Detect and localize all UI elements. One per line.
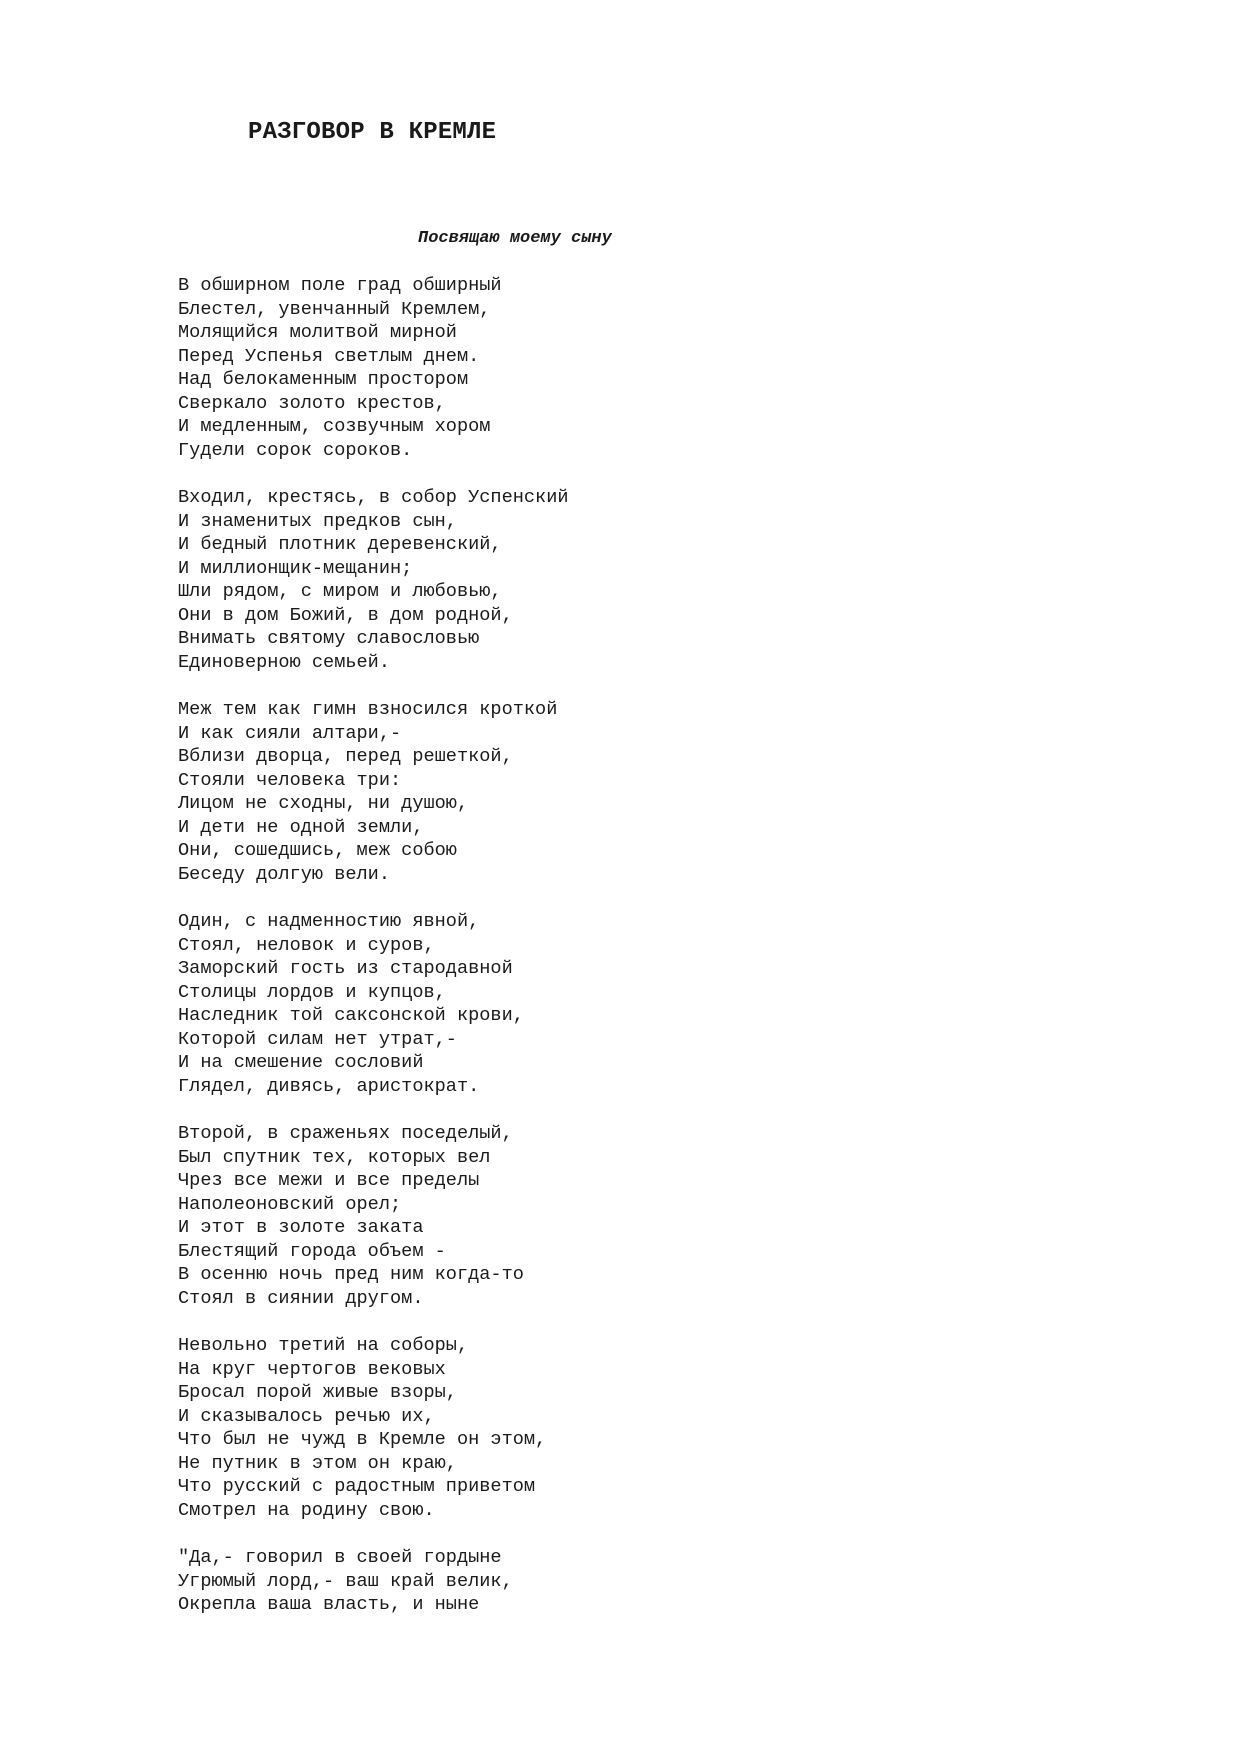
poem-line: Чрез все межи и все пределы bbox=[178, 1170, 480, 1192]
poem-line: Перед Успенья светлым днем. bbox=[178, 345, 480, 367]
poem-line: И этот в золоте заката bbox=[178, 1217, 424, 1239]
poem-line: В обширном поле град обширный bbox=[178, 275, 502, 296]
poem-line: Глядел, дивясь, аристократ. bbox=[178, 1075, 480, 1097]
poem-line: И как сияли алтари,- bbox=[178, 722, 402, 744]
poem-line: Угрюмый лорд,- ваш край велик, bbox=[178, 1570, 513, 1592]
poem-line: Молящийся молитвой мирной bbox=[178, 322, 457, 344]
poem-line: На круг чертогов вековых bbox=[178, 1358, 446, 1380]
poem-line: Которой силам нет утрат,- bbox=[178, 1028, 457, 1050]
poem-line: И медленным, созвучным хором bbox=[178, 416, 491, 438]
stanza bbox=[178, 1122, 1078, 1311]
dedication: Посвящаю моему сыну bbox=[418, 229, 612, 248]
poem-line: Внимать святому славословью bbox=[178, 628, 480, 650]
poem-line: Был спутник тех, которых вел bbox=[178, 1146, 491, 1168]
poem-title: РАЗГОВОР В КРЕМЛЕ bbox=[248, 119, 497, 146]
poem-line: Меж тем как гимн взносился кроткой bbox=[178, 699, 558, 720]
poem-line: И миллионщик-мещанин; bbox=[178, 557, 413, 579]
poem-line: Стоял в сиянии другом. bbox=[178, 1287, 424, 1309]
poem-line: Над белокаменным простором bbox=[178, 369, 469, 391]
stanza bbox=[178, 1334, 1078, 1523]
poem-line: Что русский с радостным приветом bbox=[178, 1476, 536, 1498]
poem-line: Окрепла ваша власть, и ныне bbox=[178, 1594, 480, 1616]
stanza bbox=[178, 486, 1078, 675]
stanza bbox=[178, 910, 1078, 1099]
poem-line: Стояли человека три: bbox=[178, 769, 402, 791]
poem-line: Они, сошедшись, меж собою bbox=[178, 840, 457, 862]
poem-line: И знаменитых предков сын, bbox=[178, 510, 457, 532]
poem-line: Стоял, неловок и суров, bbox=[178, 934, 435, 956]
poem-line: Они в дом Божий, в дом родной, bbox=[178, 604, 513, 626]
poem-line: Не путник в этом он краю, bbox=[178, 1452, 457, 1474]
poem-line: И сказывалось речью их, bbox=[178, 1405, 435, 1427]
poem-line: Заморский гость из стародавной bbox=[178, 958, 513, 980]
poem-line: Второй, в сраженьях поседелый, bbox=[178, 1123, 513, 1144]
poem-line: "Да,- говорил в своей гордыне bbox=[178, 1547, 502, 1568]
poem-line: Блестел, увенчанный Кремлем, bbox=[178, 298, 491, 320]
poem-line: Входил, крестясь, в собор Успенский bbox=[178, 487, 569, 508]
stanza bbox=[178, 274, 1078, 463]
poem-line: Невольно третий на соборы, bbox=[178, 1335, 469, 1356]
poem-line: Вблизи дворца, перед решеткой, bbox=[178, 746, 513, 768]
poem-line: Один, с надменностию явной, bbox=[178, 911, 480, 932]
poem-line: Наследник той саксонской крови, bbox=[178, 1005, 524, 1027]
poem-line: Сверкало золото крестов, bbox=[178, 392, 446, 414]
poem-line: Гудели сорок сороков. bbox=[178, 439, 413, 461]
poem-line: И на смешение сословий bbox=[178, 1052, 424, 1074]
poem-line: В осенню ночь пред ним когда-то bbox=[178, 1264, 524, 1286]
stanza bbox=[178, 1546, 1078, 1617]
poem-line: Лицом не сходны, ни душою, bbox=[178, 793, 469, 815]
poem-line: Наполеоновский орел; bbox=[178, 1193, 402, 1215]
poem-line: И дети не одной земли, bbox=[178, 816, 424, 838]
poem-line: Что был не чужд в Кремле он этом, bbox=[178, 1429, 547, 1451]
poem-body bbox=[178, 274, 1078, 1640]
poem-line: Блестящий города объем - bbox=[178, 1240, 446, 1262]
poem-line: Беседу долгую вели. bbox=[178, 863, 391, 885]
poem-line: Шли рядом, с миром и любовью, bbox=[178, 581, 502, 603]
stanza bbox=[178, 698, 1078, 887]
poem-line: Бросал порой живые взоры, bbox=[178, 1382, 457, 1404]
poem-line: Смотрел на родину свою. bbox=[178, 1499, 435, 1521]
poem-line: И бедный плотник деревенский, bbox=[178, 534, 502, 556]
poem-line: Единоверною семьей. bbox=[178, 651, 391, 673]
poem-line: Столицы лордов и купцов, bbox=[178, 981, 446, 1003]
